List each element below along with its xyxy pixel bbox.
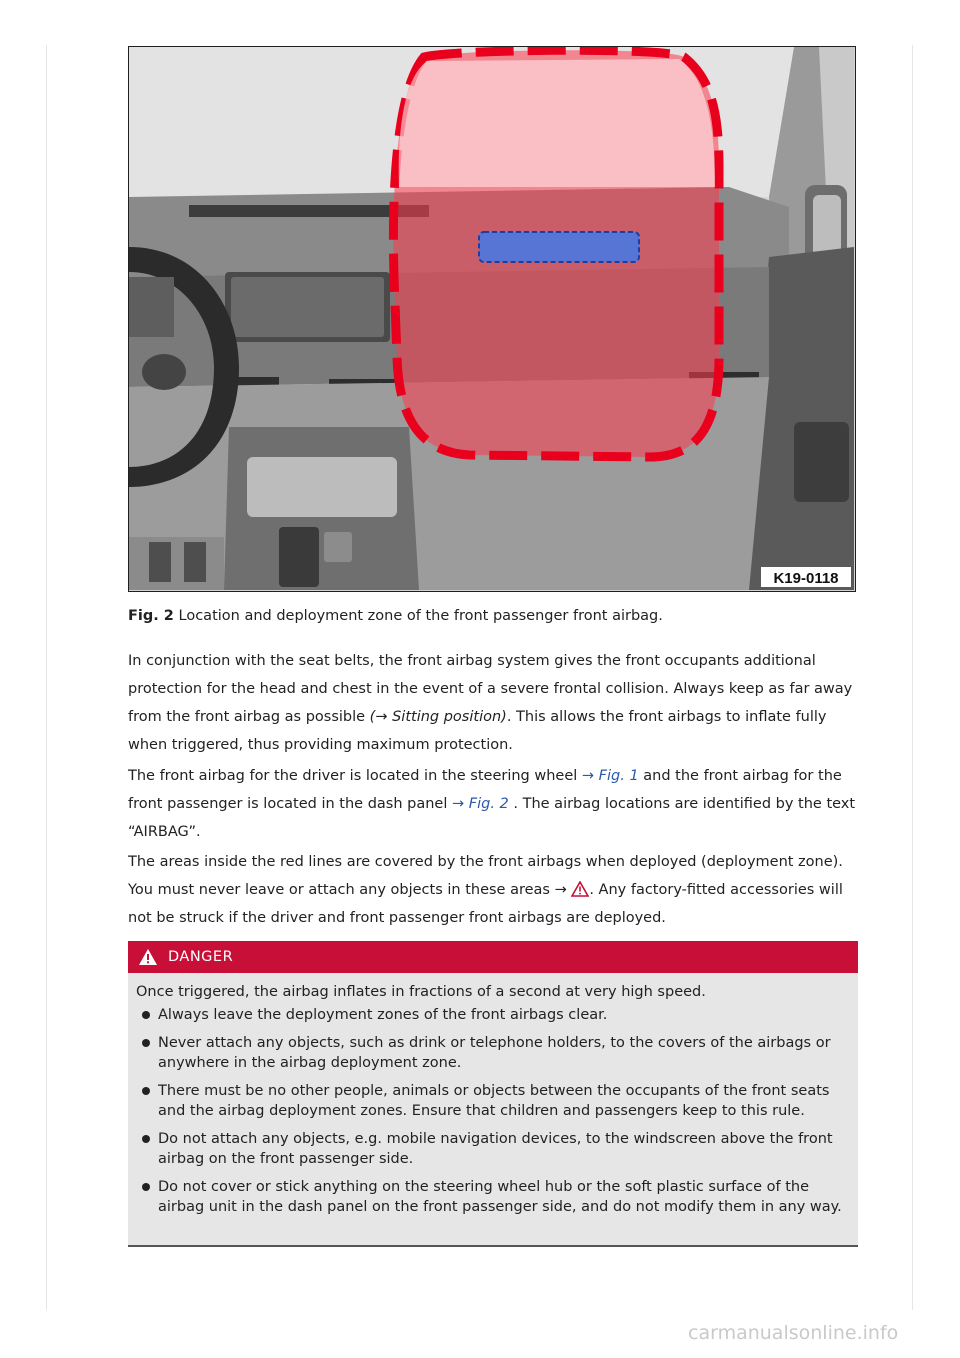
infotainment-display	[231, 277, 384, 337]
list-item-text: Do not attach any objects, e.g. mobile navigation devices, to the windscreen above the front airbag on the front passenger side.	[158, 1131, 833, 1167]
list-item	[158, 1177, 858, 1217]
paragraph-1	[128, 647, 863, 759]
warning-link-icon[interactable]	[571, 881, 589, 897]
gear-selector	[279, 527, 319, 587]
bullet-icon	[142, 1011, 150, 1019]
paragraph-3-text-a: The areas inside the red lines are covered by the front airbags when deployed (deployment zone). You must never leave or attach any objects in these areas →	[128, 854, 843, 898]
danger-header	[128, 941, 858, 973]
danger-list	[128, 1005, 858, 1217]
list-item-text: Always leave the deployment zones of the front airbags clear.	[158, 1007, 608, 1023]
pedal	[149, 542, 171, 582]
watermark: carmanualsonline.info	[688, 1322, 899, 1344]
storage-tray	[247, 457, 397, 517]
deployment-zone-upper	[399, 59, 715, 187]
figure-code: K19-0118	[773, 570, 839, 587]
list-item-text: There must be no other people, animals or objects between the occupants of the front seats and the airbag deployment zones. Ensure that children and passengers keep to this rule.	[158, 1083, 830, 1119]
warning-icon	[138, 948, 158, 966]
list-item	[158, 1005, 858, 1025]
sitting-position-link[interactable]: (→ Sitting position)	[369, 709, 507, 725]
paragraph-1-text-b: . This allows the front airbags to inflate fully when triggered, thus providing maximum protection.	[128, 709, 827, 753]
window-switches	[794, 422, 849, 502]
caption-text: Location and deployment zone of the front passenger front airbag.	[178, 608, 663, 624]
list-item	[158, 1033, 858, 1073]
bullet-icon	[142, 1135, 150, 1143]
paragraph-2-text-c: . The airbag locations are identified by the text “AIRBAG”.	[128, 796, 856, 840]
pedal	[184, 542, 206, 582]
caption-label: Fig. 2	[128, 608, 174, 624]
paragraph-2	[128, 762, 863, 846]
airbag-cover	[479, 232, 639, 262]
list-item	[158, 1129, 858, 1169]
page-rule-left	[46, 45, 47, 1310]
footwell	[129, 537, 224, 590]
paragraph-2-text-a: The front airbag for the driver is located in the steering wheel	[128, 768, 582, 784]
fig-1-link[interactable]: → Fig. 1	[581, 768, 639, 784]
instrument-cluster	[129, 277, 174, 337]
airbag-figure	[128, 46, 856, 592]
danger-label: DANGER	[168, 949, 234, 965]
list-item	[158, 1081, 858, 1121]
fig-2-link[interactable]: → Fig. 2	[452, 796, 509, 812]
bullet-icon	[142, 1087, 150, 1095]
bullet-icon	[142, 1039, 150, 1047]
bullet-icon	[142, 1183, 150, 1191]
danger-intro: Once triggered, the airbag inflates in fractions of a second at very high speed.	[136, 984, 706, 1000]
figure-caption	[128, 604, 868, 628]
dashboard-illustration	[129, 47, 854, 590]
paragraph-3-text-b: . Any factory-fitted accessories will not be struck if the driver and front passenger front airbags are deployed.	[128, 882, 843, 926]
list-item-text: Do not cover or stick anything on the steering wheel hub or the soft plastic surface of the airbag unit in the dash panel on the front passenger side, and do not modify them in any way.	[158, 1179, 842, 1215]
danger-box	[128, 941, 858, 1247]
paragraph-3	[128, 848, 863, 932]
paragraph-2-text-b: and the front airbag for the front passenger is located in the dash panel	[128, 768, 842, 812]
page-rule-right	[912, 45, 913, 1310]
paragraph-1-text-a: In conjunction with the seat belts, the front airbag system gives the front occupants additional protection for the head and chest in the event of a severe frontal collision. Always keep as far away from the front airbag as possible	[128, 653, 853, 725]
console-button	[324, 532, 352, 562]
steering-controls	[142, 354, 186, 390]
list-item-text: Never attach any objects, such as drink or telephone holders, to the covers of the airbags or anywhere in the airbag deployment zone.	[158, 1035, 831, 1071]
